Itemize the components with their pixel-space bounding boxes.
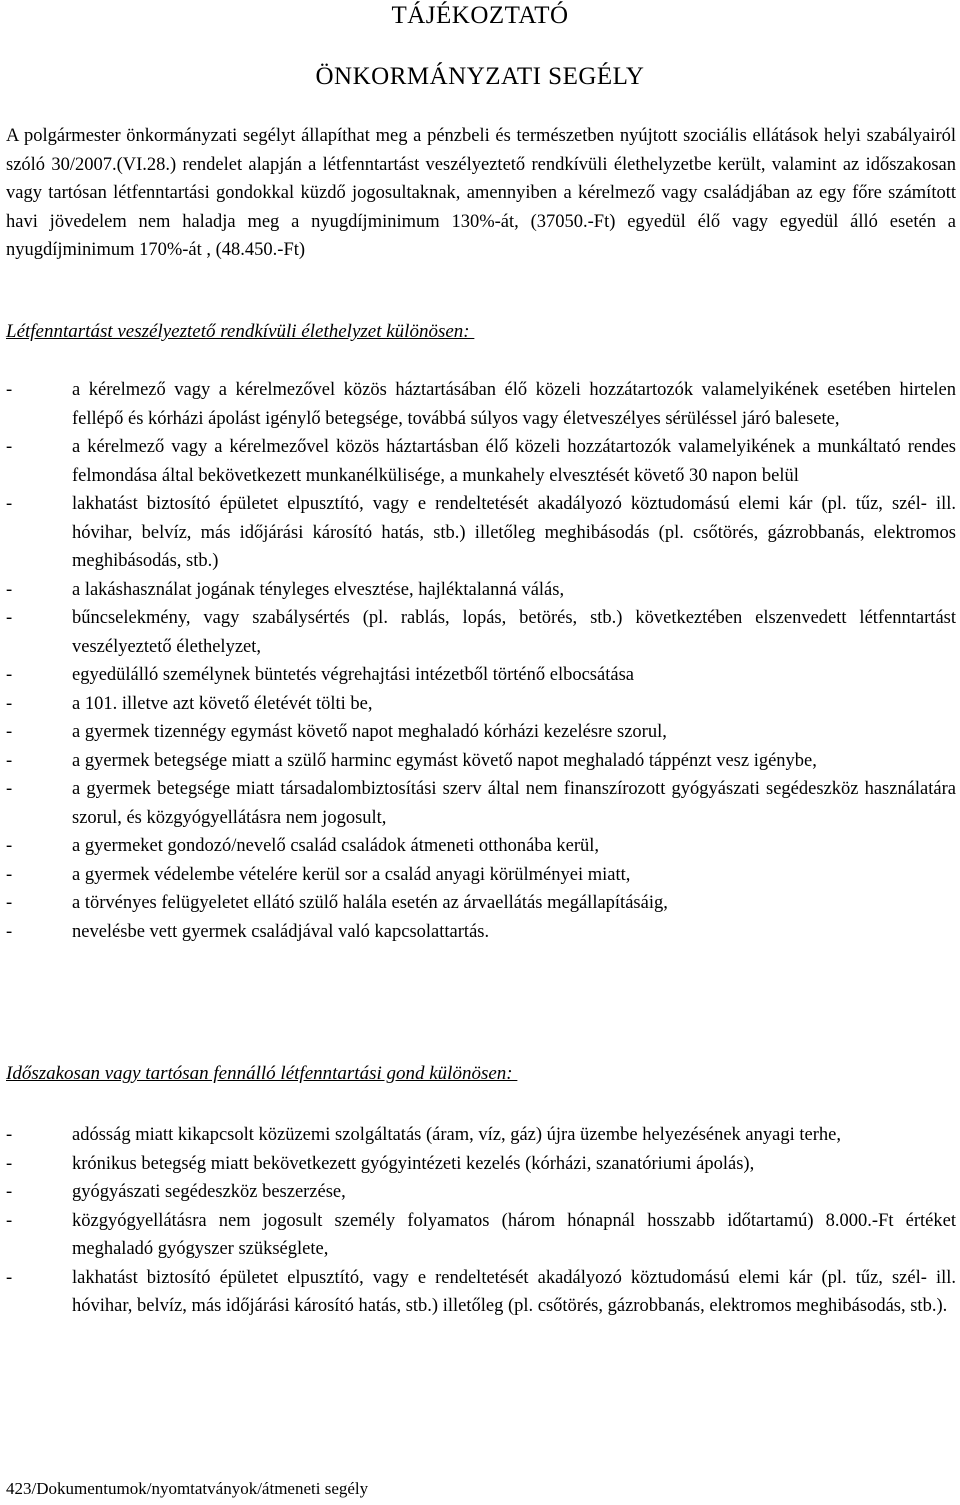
list-item-text: nevelésbe vett gyermek családjával való kapcsolattartás. [72,921,490,942]
list-item [6,690,956,719]
list-item [6,832,956,861]
list-item-text: lakhatást biztosító épületet elpusztító, vagy e rendeltetését akadályozó köztudomású elemi kár (pl. tűz, szél- ill. hóvihar, belvíz, más időjárási károsító hatás, stb.) illetőleg meghibásodás (pl. csőtörés, gázrobbanás, elektromos meghibásodás, stb.) [72,494,956,571]
list-item [6,604,956,661]
bullet-dash: - [6,722,13,742]
bullet-dash: - [6,921,13,942]
bullet-dash: - [6,579,13,600]
list-item [6,1207,956,1264]
bullet-dash: - [6,665,13,685]
list-item [6,1178,956,1207]
intro-paragraph: A polgármester önkormányzati segélyt állapíthat meg a pénzbeli és természetben nyújtott szociális ellátások helyi szabályairól szóló 30/2007.(VI.28.) rendelet alapján a létfenntartást veszélyeztető rendkívüli élethelyzetbe került, valamint az időszakosan vagy tartósan létfenntartási gondokkal küzdő jogosultaknak, amennyiben a kérelmező vagy családjában az egy főre számított havi jövedelem nem haladja meg a nyugdíjminimum 130%-át, (37050.-Ft) egyedül élő vagy egyedül álló esetén a nyugdíjminimum 170%-át , (48.450.-Ft) [6,126,956,260]
list-item-text: a gyermek betegsége miatt a szülő harminc egymást követő napot meghaladó táppénzt vesz igénybe, [72,750,817,771]
section1-heading: Létfenntartást veszélyeztető rendkívüli élethelyzet különösen: [6,321,475,342]
bullet-dash: - [6,1182,13,1202]
footer-path: 423/Dokumentumok/nyomtatványok/átmeneti segély [6,1479,369,1498]
list-item [6,775,956,832]
section1-list [6,376,956,946]
list-item-text: krónikus betegség miatt bekövetkezett gyógyintézeti kezelés (kórházi, szanatóriumi ápolás), [72,1153,755,1174]
bullet-dash: - [6,750,13,771]
list-item [6,661,956,690]
document-subtitle: ÖNKORMÁNYZATI SEGÉLY [315,63,645,90]
bullet-dash: - [6,494,13,514]
list-item [6,861,956,890]
list-item [6,1264,956,1321]
list-item-text: a kérelmező vagy a kérelmezővel közös háztartásában élő közeli hozzátartozók valamelyikének esetében hirtelen fellépő és kórházi ápolást igénylő betegsége, továbbá súlyos vagy életveszélyes sérüléssel járó balesete, [72,380,956,429]
list-item [6,747,956,776]
list-item [6,433,956,490]
list-item-text: a gyermek betegsége miatt társadalombiztosítási szerv által nem finanszírozott gyógyászati segédeszköz használatára szorul, és közgyógyellátásra nem jogosult, [72,779,956,828]
list-item-text: a törvényes felügyeletet ellátó szülő halála esetén az árvaellátás megállapításáig, [72,893,668,913]
bullet-dash: - [6,893,13,913]
section2-heading: Időszakosan vagy tartósan fennálló létfenntartási gond különösen: [6,1063,518,1084]
bullet-dash: - [6,864,13,885]
list-item-text: adósság miatt kikapcsolt közüzemi szolgáltatás (áram, víz, gáz) újra üzembe helyezésének anyagi terhe, [72,1125,841,1145]
bullet-dash: - [6,779,13,799]
list-item-text: közgyógyellátásra nem jogosult személy folyamatos (három hónapnál hosszabb időtartamú) 8.000.-Ft értéket meghaladó gyógyszer szükséglete, [72,1210,956,1259]
list-item [6,718,956,747]
list-item [6,490,956,576]
list-item [6,1150,956,1179]
list-item-text: a gyermeket gondozó/nevelő család családok átmeneti otthonába kerül, [72,836,600,856]
bullet-dash: - [6,836,13,856]
list-item-text: a kérelmező vagy a kérelmezővel közös háztartásban élő közeli hozzátartozók valamelyikének a munkáltató rendes felmondása által bekövetkezett munkanélkülisége, a munkahely elvesztését követő 30 napon belül [72,437,956,486]
list-item-text: a gyermek tizennégy egymást követő napot meghaladó kórházi kezelésre szorul, [72,722,667,742]
bullet-dash: - [6,693,13,714]
list-item-text: a 101. illetve azt követő életévét tölti be, [72,693,373,714]
list-item [6,376,956,433]
bullet-dash: - [6,380,13,400]
list-item [6,889,956,918]
list-item-text: egyedülálló személynek büntetés végrehajtási intézetből történő elbocsátása [72,665,634,685]
bullet-dash: - [6,1153,13,1174]
section2-list [6,1121,956,1321]
list-item-text: gyógyászati segédeszköz beszerzése, [72,1182,346,1202]
bullet-dash: - [6,1267,13,1288]
list-item [6,1121,956,1150]
list-item-text: a lakáshasználat jogának tényleges elvesztése, hajléktalanná válás, [72,579,565,600]
list-item-text: lakhatást biztosító épületet elpusztító, vagy e rendeltetését akadályozó köztudomású elemi kár (pl. tűz, szél- ill. hóvihar, belvíz, más időjárási károsító hatás, stb.) illetőleg (pl. csőtörés, gázrobbanás, elektromos meghibásodás, stb.). [72,1267,956,1316]
list-item [6,918,956,947]
list-item [6,576,956,605]
bullet-dash: - [6,608,13,628]
list-item-text: a gyermek védelembe vételére kerül sor a család anyagi körülményei miatt, [72,864,631,885]
list-item-text: bűncselekmény, vagy szabálysértés (pl. rablás, lopás, betörés, stb.) következtében elszenvedett létfenntartást veszélyeztető élethelyzet, [72,608,956,657]
document-title: TÁJÉKOZTATÓ [391,2,569,29]
bullet-dash: - [6,1125,13,1145]
bullet-dash: - [6,1210,13,1231]
bullet-dash: - [6,437,13,457]
